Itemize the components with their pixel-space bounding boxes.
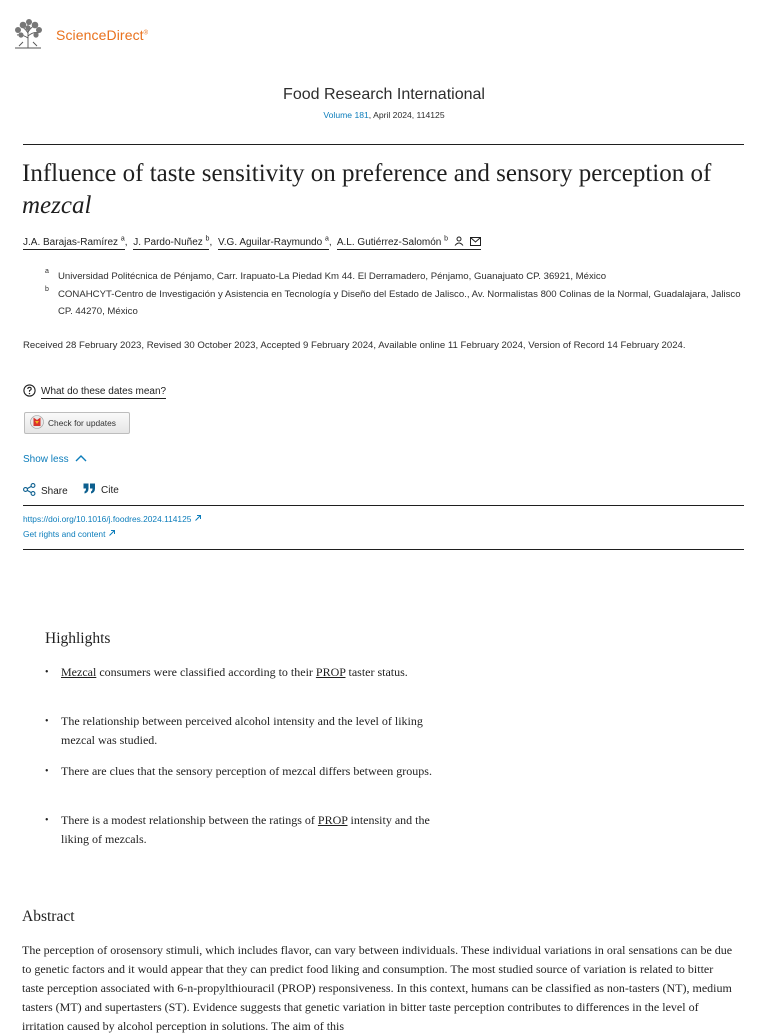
author-name: A.L. Gutiérrez-Salomón	[336, 237, 442, 249]
author-sup: a	[120, 236, 125, 243]
glossary-link[interactable]: PROP	[317, 813, 348, 827]
author-name: J.A. Barajas-Ramírez	[23, 237, 119, 249]
check-for-updates-label: Check for updates	[48, 418, 116, 428]
highlight-text: The relationship between perceived alcohol intensity and the level of liking mezcal was studied.	[61, 714, 423, 747]
show-less-toggle[interactable]	[23, 454, 87, 465]
divider	[23, 505, 744, 506]
abstract-heading: Abstract	[22, 908, 75, 925]
show-less-label: Show less	[23, 454, 69, 465]
check-for-updates-button[interactable]	[24, 412, 130, 434]
highlight-text	[61, 663, 441, 682]
external-link-icon	[194, 514, 202, 524]
external-link-icon	[108, 529, 116, 539]
author-link[interactable]	[218, 237, 329, 250]
highlight-fragment: consumers were classified according to their	[96, 665, 316, 679]
share-icon	[23, 483, 36, 499]
article-dates: Received 28 February 2023, Revised 30 October 2023, Accepted 9 February 2024, Available online 11 February 2024, Version of Record 14 February 2024.	[23, 340, 686, 351]
rights-link[interactable]	[23, 529, 116, 539]
author-link[interactable]	[133, 237, 209, 250]
journal-title[interactable]: Food Research International	[283, 86, 485, 103]
author-name: J. Pardo-Nuñez	[133, 237, 203, 249]
affiliation-a: Universidad Politécnica de Pénjamo, Carr. Irapuato-La Piedad Km 44. El Derramadero, Pénjamo, Guanajuato CP. 36921, México	[58, 271, 607, 282]
highlight-text	[61, 811, 441, 849]
crossmark-icon	[30, 415, 44, 431]
person-icon	[454, 236, 464, 249]
highlight-item	[45, 663, 445, 703]
highlights-heading: Highlights	[45, 630, 111, 647]
author-sup: a	[324, 236, 329, 243]
highlight-fragment: There is a modest relationship between the ratings of	[61, 813, 318, 827]
elsevier-tree-icon[interactable]	[11, 18, 45, 50]
dates-help-label: What do these dates mean?	[41, 385, 167, 397]
abstract-text: The perception of orosensory stimuli, which includes flavor, can vary between individuals. These individual variations in oral sensations can be due to genetic factors and it would appear that they can predict food liking and consumption. The most studied source of variation is related to bitter taste perception associated with 6-n-propylthiouracil (PROP) responsiveness. In this context, humans can be classified as non-tasters (NT), medium tasters (MT) and supertasters (ST). Evidence suggests that genetic variation in bitter taste perception contributes to differences in the level of irritation caused by alcohol perception in solutions. The aim of this	[22, 943, 733, 1033]
highlight-fragment: taster status.	[345, 665, 408, 679]
bullet: •	[45, 815, 49, 826]
volume-date: , April 2024, 114125	[368, 110, 445, 120]
share-button[interactable]	[23, 483, 68, 499]
author-sup: b	[205, 236, 210, 243]
mail-icon	[470, 237, 481, 249]
author-link[interactable]	[23, 237, 125, 250]
author-name: V.G. Aguilar-Raymundo	[218, 237, 323, 249]
author-link[interactable]	[337, 237, 481, 250]
bullet: •	[45, 766, 49, 777]
affiliation-b: CONAHCYT-Centro de Investigación y Asistencia en Tecnología y Diseño del Estado de Jalisco., Av. Normalistas 800 Colinas de la Normal, Guadalajara, Jalisco CP. 44270, México	[58, 289, 741, 317]
volume-link[interactable]: Volume 181	[323, 110, 369, 120]
rights-link-label: Get rights and content	[23, 529, 106, 539]
dates-help-link[interactable]	[23, 384, 166, 400]
glossary-link[interactable]: PROP	[315, 665, 346, 679]
divider	[23, 549, 744, 550]
affiliation-sup-a: a	[45, 268, 49, 275]
help-circle-icon	[23, 384, 36, 400]
highlight-item	[45, 811, 445, 851]
doi-link-label: https://doi.org/10.1016/j.foodres.2024.114125	[23, 514, 192, 524]
article-title	[22, 158, 752, 222]
cite-button[interactable]	[83, 483, 119, 497]
logo-mark: ®	[143, 30, 149, 37]
article-title-italic: mezcal	[22, 192, 92, 219]
doi-link[interactable]	[23, 514, 202, 524]
bullet: •	[45, 667, 49, 678]
affiliation-sup-b: b	[45, 286, 49, 293]
cite-label: Cite	[101, 484, 119, 496]
glossary-link[interactable]: Mezcal	[61, 665, 97, 679]
bullet: •	[45, 716, 49, 727]
share-label: Share	[41, 485, 68, 497]
highlight-fragment: intensity and the liking of mezcals.	[61, 813, 430, 846]
chevron-up-icon	[69, 454, 87, 465]
highlight-item	[45, 712, 445, 752]
sciencedirect-logo[interactable]	[56, 27, 148, 43]
divider	[23, 144, 744, 145]
quote-icon	[83, 483, 96, 497]
highlight-text: There are clues that the sensory perception of mezcal differs between groups.	[61, 764, 432, 778]
author-sup: b	[444, 236, 449, 243]
author-list: J.A. Barajas-Ramírez $^a$, J. Pardo-Nuñez $^b$, V.G. Aguilar-Raymundo $^a$, A.L. Gutiérrez-Salomón $^b$	[23, 236, 481, 249]
logo-text: ScienceDirect	[56, 27, 144, 43]
volume-line	[0, 110, 768, 120]
article-title-main: Influence of taste sensitivity on preference and sensory perception of	[22, 160, 712, 187]
highlight-item	[45, 762, 445, 802]
